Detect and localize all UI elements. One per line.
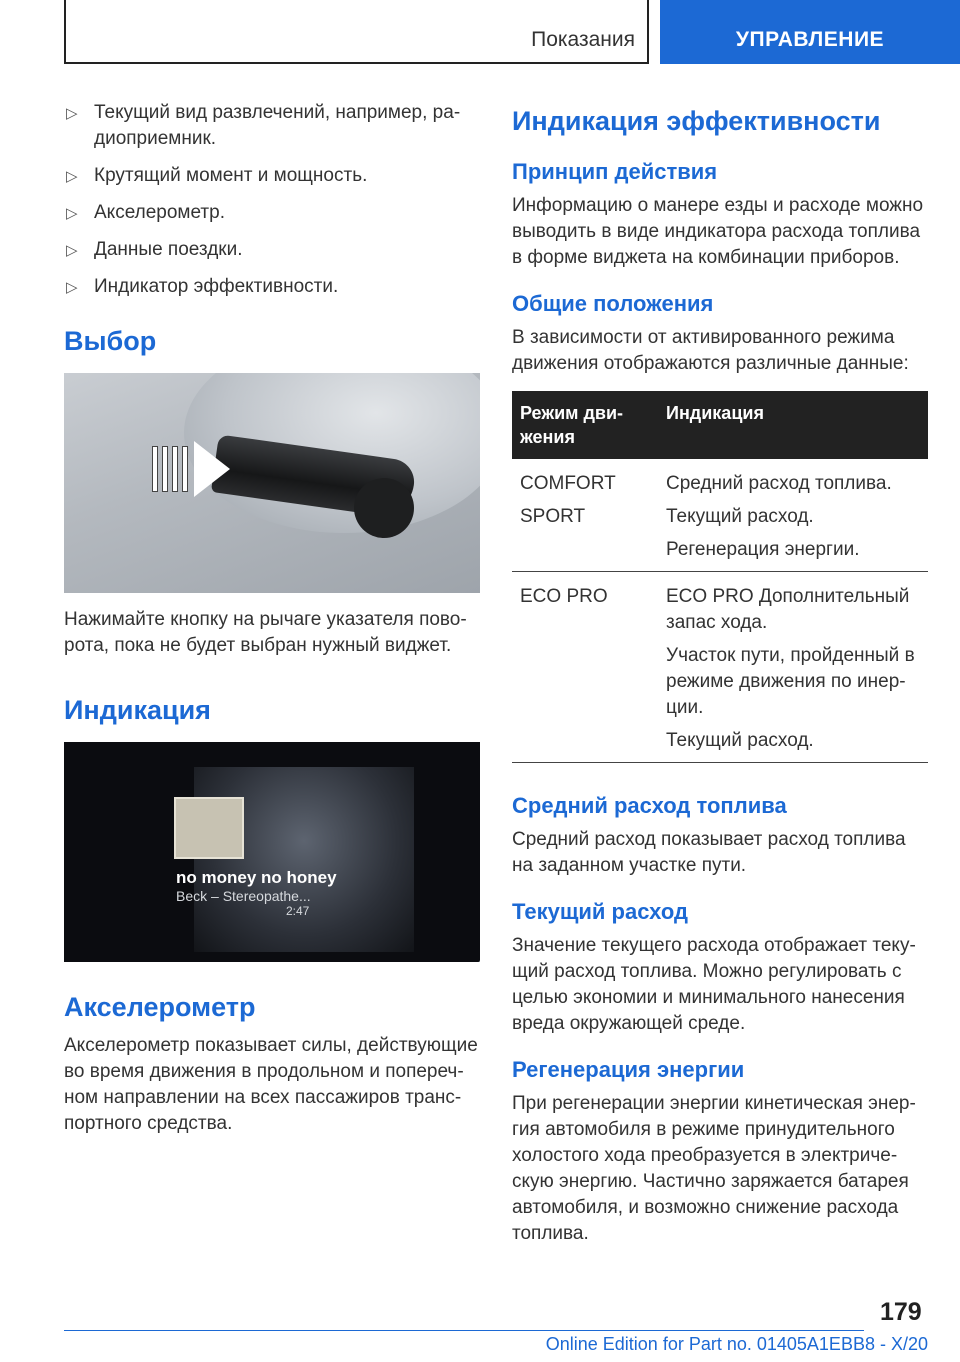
regeneration-text: При регенерации энергии кинетическая энергия автомобиля в режиме принудительного холостого хода преобразуется в электрическую энергию. Частично заряжается батарея автомобиля, и возможно снижение расхода топлива. [512, 1093, 916, 1244]
list-item: ▷ Индикатор эффективности. [64, 274, 480, 300]
selection-text: Нажимайте кнопку на рычаге указателя поворота, пока не будет выбран нужный виджет. [64, 609, 467, 656]
triangle-bullet-icon: ▷ [66, 242, 78, 259]
display-heading: Индикация [64, 695, 211, 725]
principle-text: Информацию о манере езды и расходе можно выводить в виде индикатора расхода топлива в форме виджета на комбинации приборов. [512, 195, 924, 268]
general-text: В зависимости от активированного режима движения отображаются различные данные: [512, 327, 909, 374]
triangle-bullet-icon: ▷ [66, 168, 78, 185]
accelerometer-text: Акселерометр показывает силы, действующие во время движения в продольном и поперечном направлении на всех пассажиров транспортного средства. [64, 1035, 478, 1134]
turn-signal-lever-image [64, 373, 480, 593]
list-item: ▷ Текущий вид развлечений, например, радиоприемник. [66, 102, 461, 149]
widget-list [64, 100, 480, 300]
press-arrow-icon [194, 441, 230, 497]
regeneration-heading: Регенерация энергии [512, 1057, 745, 1082]
list-item: ▷ Данные поездки. [64, 237, 480, 263]
table-header-mode: Режим движения [512, 391, 658, 459]
efficiency-heading: Индикация эффективности [512, 106, 881, 136]
header-section-tab [64, 0, 649, 64]
page-number: 179 [880, 1298, 922, 1326]
triangle-bullet-icon: ▷ [66, 279, 78, 296]
table-cell-display: ECO PRO Дополнительный запас хода. Участок пути, пройденный в режиме движения по инерции. Текущий расход. [658, 572, 928, 763]
accelerometer-heading: Акселерометр [64, 992, 256, 1022]
screen-track-artist: Beck – Stereopathe... [176, 888, 311, 904]
screen-track-title: no money no honey [176, 868, 337, 887]
triangle-bullet-icon: ▷ [66, 205, 78, 222]
list-item: ▷ Крутящий момент и мощность. [64, 163, 480, 189]
album-cover-icon [174, 797, 244, 859]
avg-consumption-text: Средний расход показывает расход топлива на заданном участке пути. [512, 829, 906, 876]
screen-track-time: 2:47 [286, 904, 310, 918]
modes-table [512, 391, 928, 763]
triangle-bullet-icon: ▷ [66, 105, 78, 122]
instrument-cluster-image [64, 742, 480, 962]
table-cell-display: Средний расход топлива. Текущий расход. Регенерация энергии. [658, 459, 928, 572]
current-consumption-heading: Текущий расход [512, 899, 688, 924]
table-cell-mode: ECO PRO [512, 572, 658, 763]
selection-heading: Выбор [64, 326, 157, 356]
general-heading: Общие положения [512, 291, 714, 316]
table-row [512, 459, 928, 572]
footer-divider [64, 1330, 864, 1331]
right-column [512, 100, 928, 1247]
header-section-label: Показания [531, 28, 635, 51]
table-cell-mode: COMFORT SPORT [512, 459, 658, 572]
current-consumption-text: Значение текущего расхода отображает текущий расход топлива. Можно регулировать с целью экономии и минимального нанесения вреда окружающей среде. [512, 935, 916, 1034]
list-item: ▷ Акселерометр. [64, 200, 480, 226]
principle-heading: Принцип действия [512, 159, 718, 184]
left-column [64, 100, 480, 1137]
header-chapter-label: УПРАВЛЕНИЕ [735, 28, 885, 51]
footer-edition: Online Edition for Part no. 01405A1EBB8 - X/20 [545, 1334, 928, 1354]
avg-consumption-heading: Средний расход топлива [512, 793, 787, 818]
table-row [512, 572, 928, 763]
table-header-display: Индикация [658, 391, 928, 459]
header-chapter-tab [660, 0, 960, 64]
